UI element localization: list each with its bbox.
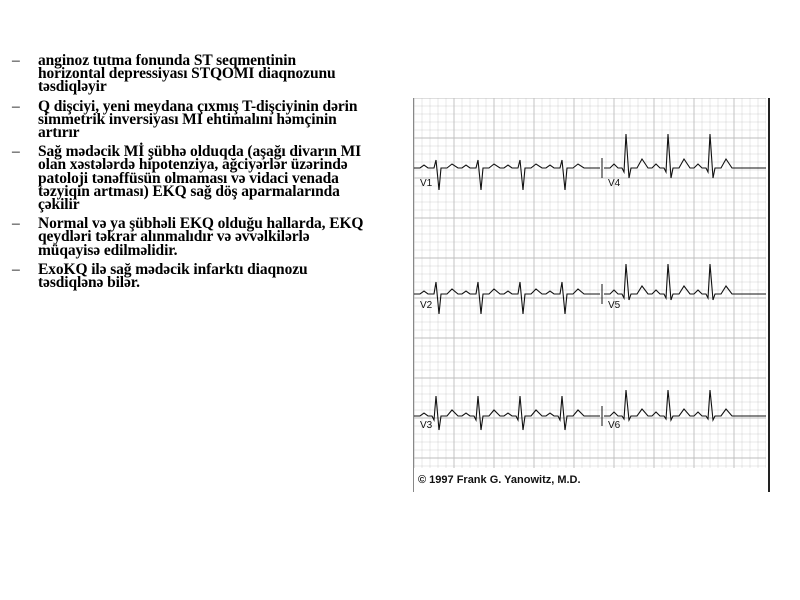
ecg-grid <box>414 98 766 468</box>
bullet-text-5: ExoKQ ilə sağ mədəcik infarktı diaqnozu təsdiqlənə bilər. <box>38 260 308 292</box>
ecg-trace-v3 <box>414 396 600 430</box>
bullet-item-2 <box>12 97 364 142</box>
bullet-text-1: anginoz tutma fonunda ST seqmentinin horizontal depressiyası STQOMI diaqnozunu təsdiqləyir <box>38 52 336 96</box>
bullet-text-4: Normal və ya şübhəli EKQ olduğu hallarda, EKQ qeydləri təkrar alınmalıdır və əvvəlkilərlə müqayisə edilməlidir. <box>38 215 364 259</box>
bullet-text-3: Sağ mədəcik Mİ şübhə olduqda (aşağı divarın MI olan xəstələrdə hipotenziya, ağciyərlər üzərində patoloji tənəffüsün olmaması və vidaci venada təzyiqin artması) EKQ sağ döş aparmalarında çəkilir <box>38 143 362 214</box>
bullet-list <box>12 54 364 295</box>
ecg-trace-v6 <box>604 390 766 420</box>
bullet-marker: – <box>12 215 20 233</box>
lead-label-v1: V1 <box>420 178 433 189</box>
bullet-item-3 <box>12 143 364 214</box>
bullet-item-4 <box>12 217 364 257</box>
ecg-strip <box>414 98 766 492</box>
ecg-figure <box>413 98 770 492</box>
ecg-credit: © 1997 Frank G. Yanowitz, M.D. <box>418 474 581 486</box>
bullet-marker: – <box>12 260 20 278</box>
bullet-marker: – <box>12 97 20 115</box>
lead-label-v4: V4 <box>608 178 621 189</box>
lead-label-v6: V6 <box>608 420 621 431</box>
lead-label-v5: V5 <box>608 300 621 311</box>
ecg-trace-v4 <box>604 134 766 178</box>
lead-label-v3: V3 <box>420 420 433 431</box>
ecg-trace-v1 <box>414 160 600 190</box>
lead-label-v2: V2 <box>420 300 433 311</box>
bullet-text-2: Q dişciyi, yeni meydana çıxmış T-dişciyinin dərin simmetrik inversiyası MI ehtimalını həmçinin artırır <box>38 97 358 142</box>
bullet-marker: – <box>12 143 20 161</box>
bullet-item-5 <box>12 260 364 292</box>
bullet-marker: – <box>12 52 20 69</box>
bullet-item-1 <box>12 54 364 94</box>
